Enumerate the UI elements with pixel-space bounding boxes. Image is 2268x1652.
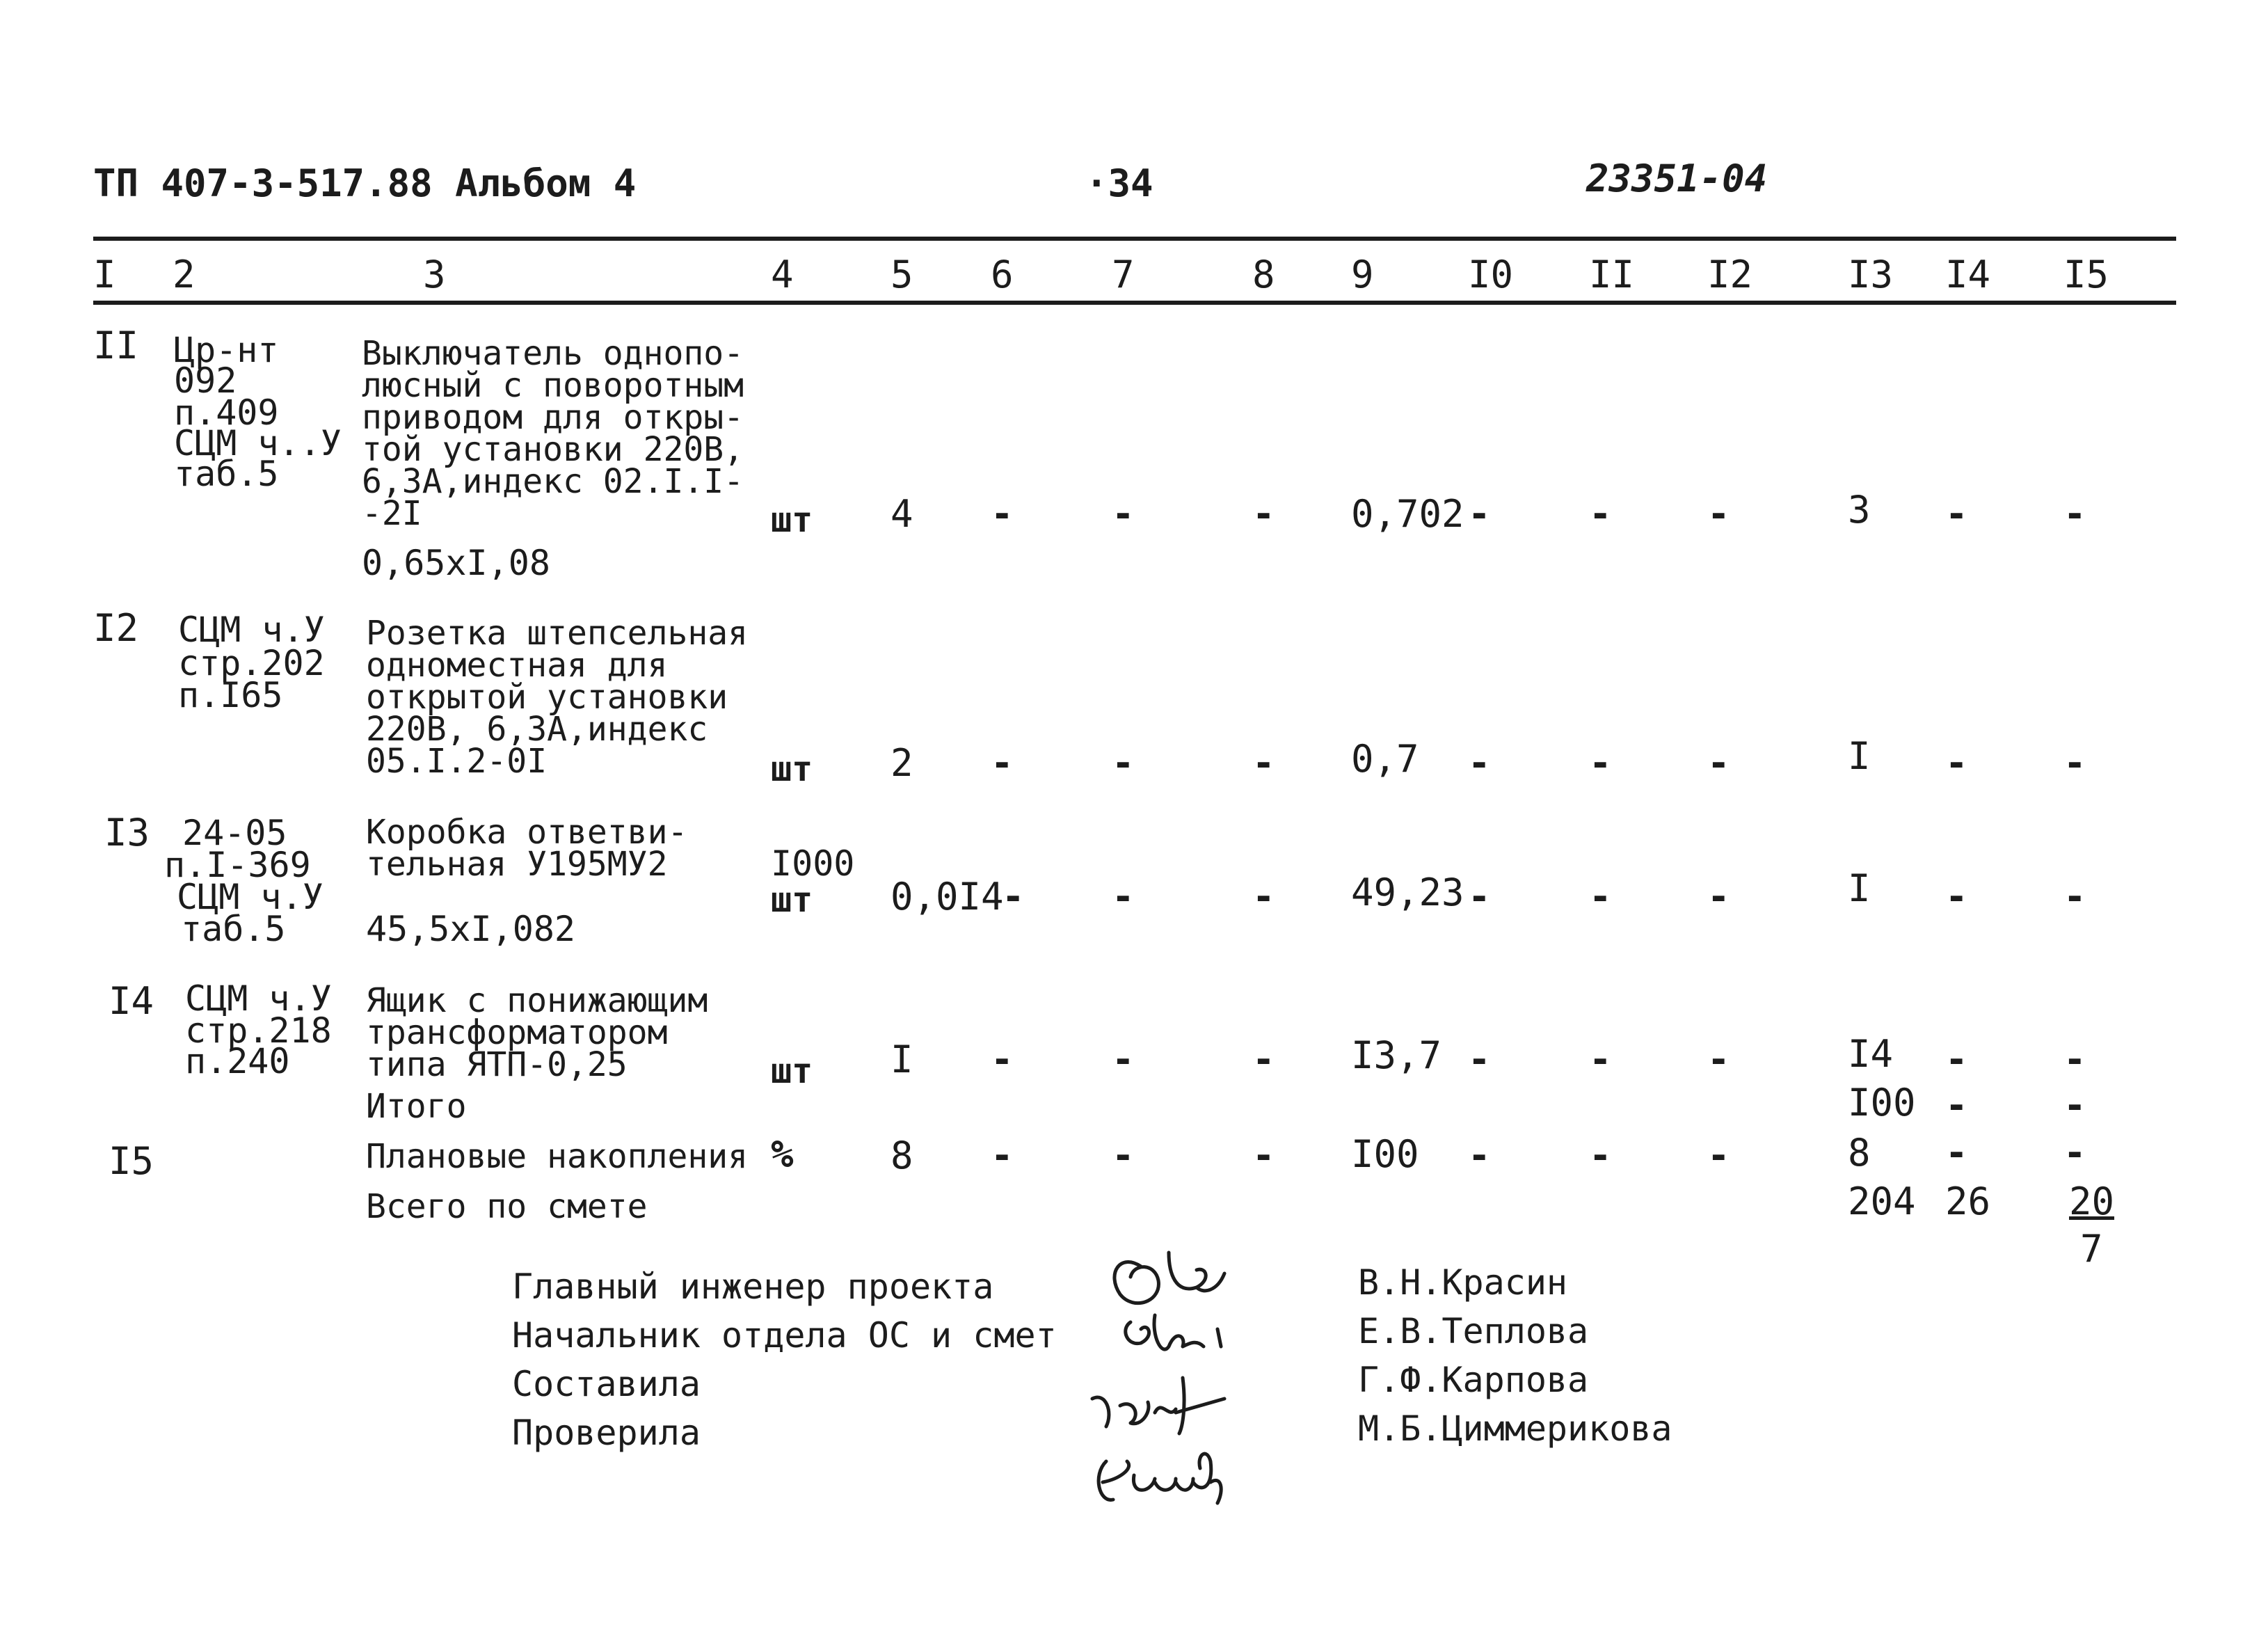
cell-col13: 3 [1848,488,1871,532]
signature-role: Начальник отдела ОС и смет [512,1315,1057,1356]
column-header: I2 [1707,253,1753,296]
row-reference-line: СЦМ ч.У [185,978,332,1019]
signature-name: В.Н.Красин [1358,1262,1568,1303]
signature-role: Главный инженер проекта [512,1266,994,1307]
row-description-line: Выключатель однопо- [362,334,744,373]
grand-total-label: Всего по смете [366,1187,648,1226]
cell-col8: - [1252,741,1275,785]
cell-col15: - [2063,875,2086,919]
row-description-line: 6,3А,индекс 02.I.I- [362,462,744,501]
cell-col12: - [1707,875,1730,919]
cell-col11: - [1589,741,1612,785]
cell-col5: I [891,1038,913,1081]
column-header: 2 [173,253,195,296]
cell-col10: - [1468,741,1491,785]
grand-total-col15-cont: 7 [2080,1227,2103,1271]
row-reference-line: СЦМ ч.У [177,877,324,917]
cell-col10: - [1468,875,1491,919]
cell-col15: - [2063,492,2086,536]
cell-col15: - [2063,1038,2086,1081]
signature-role: Проверила [512,1413,701,1453]
row-reference-line: СЦМ ч.У [178,610,325,650]
cell-col12: - [1707,741,1730,785]
row-description-line: типа ЯТП-0,25 [366,1045,628,1084]
cell-col8: - [1252,1038,1275,1081]
total-label: Итого [366,1087,467,1126]
row-description-line: тельная У195МУ2 [366,845,668,884]
cell-col7: - [1112,875,1135,919]
signature-role: Составила [512,1364,701,1404]
total-col15: - [2063,1083,2086,1127]
row-number: I4 [109,979,154,1023]
cell-col14: - [1945,492,1968,536]
row-reference-line: 24-05 [182,813,287,853]
cell-col9: I00 [1351,1132,1419,1176]
cell-col12: - [1707,492,1730,536]
cell-col7: - [1112,1038,1135,1081]
column-header: I5 [2063,253,2109,296]
cell-col14: - [1945,1038,1968,1081]
cell-col8: - [1252,1134,1275,1177]
row-reference-line: п.I-369 [164,845,311,885]
grand-total-col14: 26 [1945,1180,1991,1223]
row-reference-line: таб.5 [181,909,286,949]
cell-col11: - [1589,492,1612,536]
row-description-line: приводом для откры- [362,398,744,437]
column-header: I [93,253,116,296]
column-header: 9 [1351,253,1374,296]
handwritten-signatures [1064,1225,1301,1517]
cell-col12: - [1707,1038,1730,1081]
row-reference-line: стр.218 [185,1010,332,1051]
header-bottom-rule [93,301,2176,305]
cell-col11: - [1589,875,1612,919]
row-note: 45,5хI,082 [366,909,576,949]
column-header: 7 [1112,253,1135,296]
row-reference-line: 092 [174,360,237,401]
signature-name: М.Б.Циммерикова [1358,1408,1672,1449]
row-reference-line: п.240 [185,1041,290,1081]
cell-col7: - [1112,741,1135,785]
grand-total-col15: 20 [2069,1180,2115,1223]
cell-col8: - [1252,492,1275,536]
row-reference-line: п.409 [174,392,279,433]
cell-col6: - [991,1038,1014,1081]
cell-col15: - [2063,1131,2086,1175]
column-header: I0 [1468,253,1514,296]
savings-label: Плановые накопления [366,1137,749,1176]
cell-col7: - [1112,1134,1135,1177]
row-description-line: 220В, 6,3А,индекс [366,710,708,749]
cell-col12: - [1707,1134,1730,1177]
cell-col6: - [1002,875,1025,919]
cell-col15: - [2063,741,2086,785]
row-description-line: люсный с поворотным [362,366,744,405]
total-col14: - [1945,1083,1968,1127]
column-header: 3 [423,253,446,296]
row-reference-line: стр.202 [178,643,325,683]
cell-col5: 8 [891,1134,913,1177]
savings-unit: % [771,1132,794,1176]
cell-col14: - [1945,1131,1968,1175]
row-description-line: -2I [362,494,422,533]
row-number: I5 [109,1139,154,1183]
cell-col14: - [1945,741,1968,785]
cell-col11: - [1589,1038,1612,1081]
cell-col5: 0,0I4 [891,875,1004,919]
column-header: 4 [771,253,794,296]
row-description-line: открытой установки [366,678,728,717]
column-header: I4 [1945,253,1991,296]
cell-col9: 0,7 [1351,737,1419,781]
row-description-line: той установки 220В, [362,430,744,469]
document-reference: ТП 407-3-517.88 Альбом 4 [93,161,637,205]
cell-col13: I4 [1848,1032,1894,1076]
column-header: 5 [891,253,913,296]
row-number: II [93,324,139,367]
cell-col6: - [991,1134,1014,1177]
row-description-line: Ящик с понижающим [366,981,708,1020]
cell-col6: - [991,492,1014,536]
cell-col5: 2 [891,741,913,785]
cell-col5: 4 [891,492,913,536]
column-header: 6 [991,253,1014,296]
column-header: II [1589,253,1635,296]
row-reference-line: п.I65 [178,675,283,715]
row-unit: I000 [771,843,855,884]
column-header: 8 [1252,253,1275,296]
signature-name: Г.Ф.Карпова [1358,1360,1589,1400]
column-header: I3 [1848,253,1894,296]
grand-total-col13: 204 [1848,1180,1916,1223]
cell-col9: 0,702 [1351,492,1464,536]
signature-name: Е.В.Теплова [1358,1311,1589,1351]
cell-col13: I [1848,866,1871,910]
row-reference-line: Цр-нт [174,330,279,370]
row-description-line: трансформатором [366,1013,668,1052]
row-reference-line: СЦМ ч..У [174,423,342,463]
cell-col10: - [1468,1038,1491,1081]
page-number: ·34 [1085,161,1153,205]
row-number: I3 [104,811,150,855]
cell-col8: - [1252,875,1275,919]
inventory-number: 23351-04 [1586,157,1768,200]
cell-col9: 49,23 [1351,871,1464,914]
row-unit: шт [771,749,813,789]
row-unit: шт [771,500,813,540]
row-description-line: 05.I.2-0I [366,742,548,781]
total-col13: I00 [1848,1081,1916,1125]
cell-col10: - [1468,492,1491,536]
header-top-rule [93,237,2176,241]
cell-col13: 8 [1848,1131,1871,1175]
row-unit: шт [771,880,813,920]
row-reference-line: таб.5 [174,454,279,494]
cell-col7: - [1112,492,1135,536]
row-description-line: Коробка ответви- [366,813,688,852]
row-description-line: одноместная для [366,646,668,685]
cell-col13: I [1848,734,1871,778]
cell-col6: - [991,741,1014,785]
cell-col9: I3,7 [1351,1033,1442,1077]
row-note: 0,65хI,08 [362,543,550,583]
row-unit: шт [771,1051,813,1091]
cell-col10: - [1468,1134,1491,1177]
row-number: I2 [93,606,139,650]
cell-col11: - [1589,1134,1612,1177]
cell-col14: - [1945,875,1968,919]
row-description-line: Розетка штепсельная [366,614,749,653]
